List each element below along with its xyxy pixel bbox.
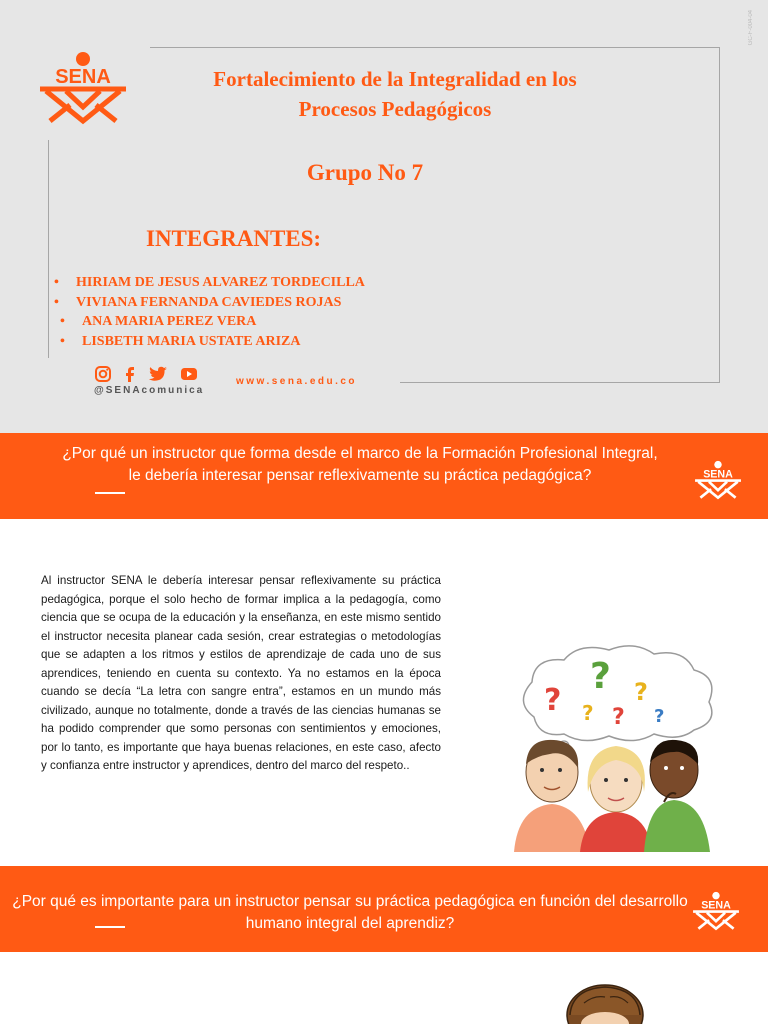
sena-logo-icon <box>694 457 742 501</box>
list-item: • VIVIANA FERNANDA CAVIEDES ROJAS <box>54 294 342 310</box>
slide-title <box>150 64 640 124</box>
list-item: • HIRIAM DE JESUS ALVAREZ TORDECILLA <box>54 275 365 290</box>
svg-text:?: ? <box>590 656 611 697</box>
website-link[interactable]: www.sena.edu.co <box>236 376 358 387</box>
divider <box>95 926 125 928</box>
svg-text:?: ? <box>634 678 648 706</box>
question-banner-1 <box>0 433 768 519</box>
members-heading: INTEGRANTES: <box>146 226 322 251</box>
list-item: • LISBETH MARIA USTATE ARIZA <box>60 333 301 349</box>
title-line-1: Fortalecimiento de la Integralidad en los <box>213 67 577 91</box>
girl-illustration <box>550 975 660 1024</box>
document-code: GC-F-004-04 <box>748 10 754 46</box>
sena-logo-icon <box>692 888 740 932</box>
sena-logo-icon <box>38 47 128 125</box>
answer-1-text: Al instructor SENA le debería interesar pensar reflexivamente su práctica pedagógica, porque el solo hecho de formar implica a la pedagogía, como ciencia que se ocupa de la educación y la enseñanza, en este mismo sentido el instructor necesita planear cada sesión, crear estrategias o metodologías que se adapten a los ritmos y estilos de aprendizaje de cada uno de sus aprendices, teniendo en cuenta su contexto. Ya no estamos en la época cuando se decía “La letra con sangre entra”, estamos en un mundo más civilizado, aunque no totalmente, donde a través de las ciencias humanas se ha podido comprender que somo personas con sentimientos y emociones, por lo tanto, es importante que haya buenas relaciones, en este caso, afecto y confianza entre instructor y aprendices, dentro del marco del respeto.. <box>41 574 441 772</box>
svg-text:SENA: SENA <box>703 468 733 481</box>
list-item: • ANA MARIA PEREZ VERA <box>60 314 257 329</box>
svg-text:?: ? <box>544 683 562 718</box>
kids-thinking-illustration <box>504 642 734 852</box>
title-line-2: Procesos Pedagógicos <box>298 97 492 121</box>
twitter-icon[interactable] <box>148 366 168 382</box>
question-1-text: ¿Por qué un instructor que forma desde el marco de la Formación Profesional Integral, le debería interesar pensar reflexivamente su práctica pedagógica? <box>62 445 658 484</box>
svg-text:SENA: SENA <box>701 899 731 912</box>
svg-text:?: ? <box>654 706 665 727</box>
title-slide <box>0 0 768 433</box>
svg-text:?: ? <box>582 701 594 725</box>
instagram-icon[interactable] <box>94 365 112 383</box>
question-banner-2 <box>0 866 768 952</box>
svg-text:SENA: SENA <box>55 66 111 88</box>
members-list <box>54 273 365 351</box>
social-handle: @SENAcomunica <box>94 385 205 396</box>
svg-text:?: ? <box>612 705 625 730</box>
question-2-text: ¿Por qué es importante para un instructor pensar su práctica pedagógica en función del desarrollo humano integral del aprendiz? <box>12 893 688 932</box>
facebook-icon[interactable] <box>124 365 136 383</box>
youtube-icon[interactable] <box>180 367 198 381</box>
group-number: Grupo No 7 <box>306 160 424 185</box>
divider <box>95 492 125 494</box>
